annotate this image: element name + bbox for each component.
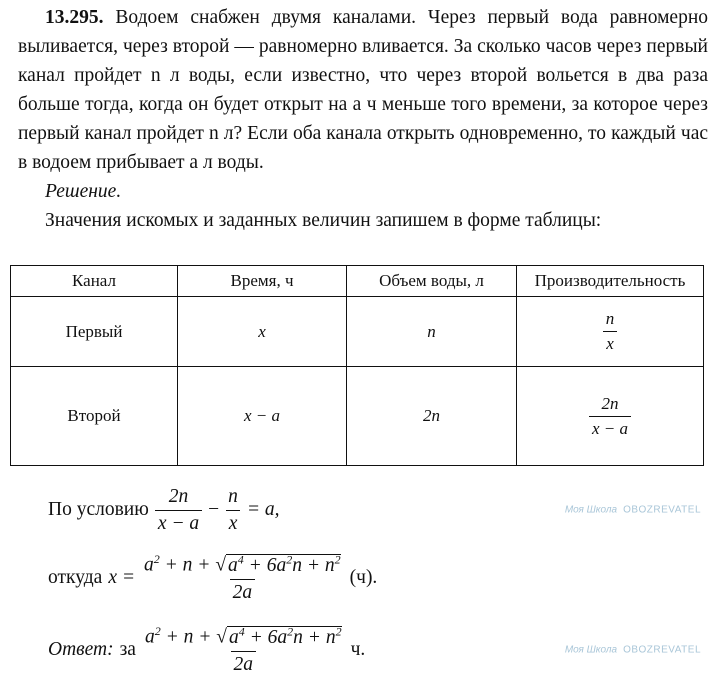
cell-volume: n: [347, 297, 517, 367]
header-cell: Производительность: [517, 266, 704, 297]
numerator: 2n: [168, 485, 189, 507]
solution-heading: Решение.: [45, 181, 122, 202]
watermark: [565, 505, 701, 516]
header-cell: Канал: [11, 266, 178, 297]
unit: ч.: [350, 639, 366, 660]
fraction: [225, 486, 241, 535]
problem-number: 13.295.: [45, 7, 104, 28]
watermark-text: OBOZREVATEL: [623, 644, 701, 656]
header-cell: Время, ч: [178, 266, 347, 297]
unit: (ч).: [349, 567, 378, 588]
fraction: [141, 552, 344, 604]
numerator: n: [605, 309, 615, 328]
problem-text: Водоем снабжен двумя каналами. Через первый вода равномерно выливается, через второй — равномерно вливается. За сколько часов через первый канал пройдет n л воды, если известно, что через второй вольется в два раза больше тогда, когда он будет открыт на a ч меньше того времени, за которое через первый канал пройдет n л? Если оба канала открыть одновременно, то каждый час в водоем прибывает a л воды.: [18, 7, 709, 173]
table-row: [11, 297, 704, 367]
watermark-text: OBOZREVATEL: [623, 504, 701, 516]
numerator: 2n: [601, 393, 619, 413]
cell-time: x: [178, 297, 347, 367]
cell-channel: Второй: [11, 367, 178, 466]
fraction: [155, 486, 202, 535]
cell-volume: 2n: [347, 367, 517, 466]
equation-lhs: x =: [108, 567, 136, 588]
denominator: 2a: [230, 579, 256, 604]
cell-rate: [517, 367, 704, 466]
numerator: $a^2 + n$ + √ $a^4 + 6a^2n + n^2$: [144, 624, 342, 648]
result-equation: [48, 545, 721, 611]
cell-rate: [517, 297, 704, 367]
solution-intro: Значения искомых и заданных величин запишем в форме таблицы:: [45, 210, 602, 231]
fraction: [589, 394, 631, 439]
numerator: n: [228, 485, 238, 507]
answer-row: [0, 617, 721, 683]
data-table: [10, 265, 704, 466]
cell-channel: Первый: [11, 297, 178, 367]
equation-rhs: = a,: [246, 499, 280, 520]
denominator: 2a: [231, 651, 257, 676]
answer-label: Ответ:: [48, 639, 114, 660]
result-label: откуда: [48, 567, 103, 588]
denominator: x − a: [155, 510, 202, 535]
answer-prefix: за: [119, 639, 136, 660]
condition-row: [0, 481, 721, 539]
header-cell: Объем воды, л: [347, 266, 517, 297]
numerator: $a^2 + n$ + √ $a^4 + 6a^2n + n^2$: [144, 552, 341, 576]
denominator: x: [603, 331, 617, 354]
operator: −: [208, 499, 220, 520]
fraction: [142, 624, 345, 676]
denominator: x: [226, 510, 241, 535]
problem-statement: [18, 3, 708, 177]
denominator: x − a: [589, 416, 631, 439]
cell-time: x − a: [178, 367, 347, 466]
condition-label: По условию: [48, 499, 149, 520]
watermark-text: Моя Школа: [564, 644, 618, 656]
fraction: [603, 309, 618, 354]
watermark: [565, 645, 701, 656]
watermark-text: Моя Школа: [564, 504, 618, 516]
result-row: [0, 545, 721, 611]
table-header-row: [11, 266, 704, 297]
table-row: [11, 367, 704, 466]
